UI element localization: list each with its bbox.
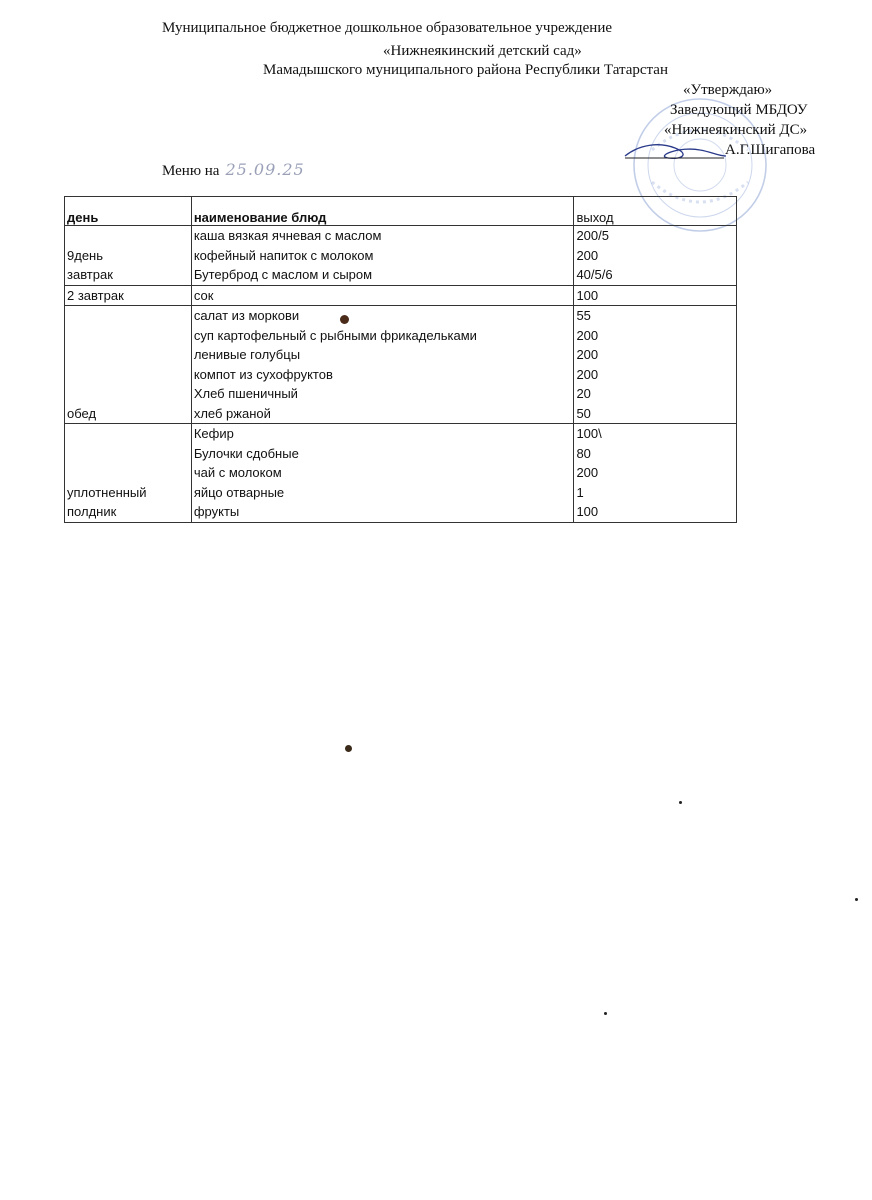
- day-line: 9день: [67, 247, 103, 263]
- menu-date: 25.09.25: [225, 160, 305, 179]
- day-line: обед: [67, 405, 97, 421]
- dish-name: яйцо отварные: [193, 484, 285, 500]
- dish-name: Булочки сдобные: [193, 445, 299, 461]
- output-cell: [574, 285, 737, 306]
- output-value: 200: [576, 247, 599, 263]
- org-name-line-1: Муниципальное бюджетное дошкольное образовательное учреждение: [162, 20, 612, 36]
- org-name-line-2: «Нижнеякинский детский сад»: [383, 43, 582, 59]
- dish-name: кофейный напиток с молоком: [193, 247, 374, 263]
- output-value: 200: [576, 366, 599, 382]
- output-value: 100: [576, 504, 599, 519]
- day-line: 2 завтрак: [67, 287, 124, 303]
- dish-cell: [191, 285, 574, 306]
- day-cell: [65, 285, 192, 306]
- approval-line-2: Заведующий МБДОУ: [670, 102, 808, 118]
- menu-table-body: [65, 226, 737, 523]
- output-value: 200/5: [576, 228, 609, 243]
- table-header-row: [65, 197, 737, 226]
- output-value: 100\: [576, 426, 602, 441]
- output-value: 1: [576, 484, 584, 500]
- output-value: 100: [576, 287, 599, 303]
- dish-cell: [191, 226, 574, 286]
- dish-name: ленивые голубцы: [193, 347, 301, 362]
- signature: [620, 138, 730, 168]
- output-value: 55: [576, 308, 591, 323]
- table-row: [65, 226, 737, 286]
- header-dish: наименование блюд: [191, 197, 574, 226]
- menu-table: [64, 196, 737, 523]
- output-cell: [574, 306, 737, 424]
- day-cell: [65, 424, 192, 523]
- day-line: завтрак: [67, 267, 113, 282]
- dish-name: суп картофельный с рыбными фрикадельками: [193, 327, 477, 343]
- approval-line-4: А.Г.Шигапова: [725, 142, 816, 158]
- ink-dot: [855, 898, 858, 901]
- output-value: 20: [576, 386, 591, 401]
- menu-label: Меню на: [162, 163, 220, 179]
- dish-cell: [191, 424, 574, 523]
- output-value: 200: [576, 465, 599, 480]
- approval-line-3: «Нижнеякинский ДС»: [664, 122, 808, 138]
- output-value: 50: [576, 405, 591, 421]
- dish-name: хлеб ржаной: [193, 405, 271, 421]
- org-name-line-3: Мамадышского муниципального района Республики Татарстан: [263, 62, 668, 78]
- day-line: полдник: [67, 504, 117, 519]
- ink-spot: [345, 745, 352, 752]
- dish-name: компот из сухофруктов: [193, 366, 333, 382]
- ink-dot: [679, 801, 682, 804]
- day-cell: [65, 306, 192, 424]
- dish-name: салат из моркови: [193, 308, 300, 323]
- dish-name: Кефир: [193, 426, 234, 441]
- menu-title: [162, 160, 305, 180]
- output-value: 40/5/6: [576, 267, 613, 282]
- dish-name: Бутерброд с маслом и сыром: [193, 267, 373, 282]
- output-value: 200: [576, 327, 599, 343]
- ink-spot: [340, 315, 349, 324]
- dish-name: сок: [193, 287, 214, 303]
- table-row: [65, 285, 737, 306]
- dish-name: фрукты: [193, 504, 240, 519]
- dish-cell: [191, 306, 574, 424]
- day-line: уплотненный: [67, 484, 147, 500]
- output-value: 80: [576, 445, 591, 461]
- header-output: выход: [574, 197, 737, 226]
- table-row: [65, 306, 737, 424]
- dish-name: чай с молоком: [193, 465, 282, 480]
- output-cell: [574, 424, 737, 523]
- output-value: 200: [576, 347, 599, 362]
- day-cell: [65, 226, 192, 286]
- table-row: [65, 424, 737, 523]
- header-day: день: [65, 197, 192, 226]
- dish-name: Хлеб пшеничный: [193, 386, 298, 401]
- dish-name: каша вязкая ячневая с маслом: [193, 228, 382, 243]
- output-cell: [574, 226, 737, 286]
- approval-line-1: «Утверждаю»: [683, 82, 773, 98]
- ink-dot: [604, 1012, 607, 1015]
